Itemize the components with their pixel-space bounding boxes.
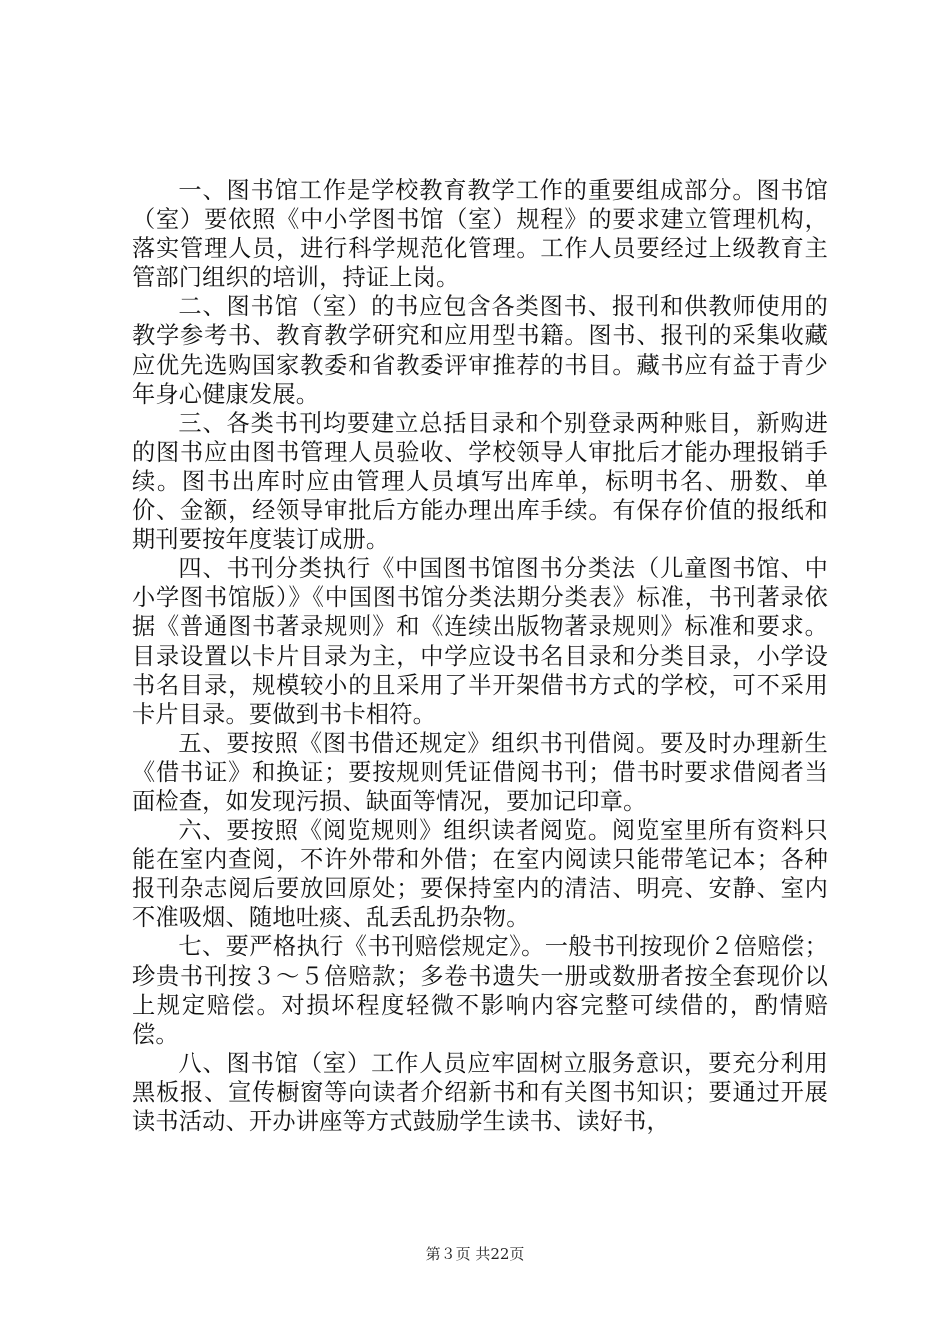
page-number-footer: 第３页 共22页: [425, 1245, 525, 1263]
paragraph-5: 五、要按照《图书借还规定》组织书刊借阅。要及时办理新生《借书证》和换证；要按规则凭证借阅书刊；借书时要求借阅者当面检查，如发现污损、缺面等情况，要加记印章。: [132, 729, 828, 815]
document-body: [132, 176, 828, 1136]
paragraph-7: 七、要严格执行《书刊赔偿规定》。一般书刊按现价２倍赔偿；珍贵书刊按３～５倍赔款；多卷书遗失一册或数册者按全套现价以上规定赔偿。对损坏程度轻微不影响内容完整可续借的，酌情赔偿。: [132, 933, 828, 1048]
paragraph-8: 八、图书馆（室）工作人员应牢固树立服务意识，要充分利用黑板报、宣传橱窗等向读者介绍新书和有关图书知识；要通过开展读书活动、开办讲座等方式鼓励学生读书、读好书，: [132, 1049, 828, 1135]
paragraph-2: 二、图书馆（室）的书应包含各类图书、报刊和供教师使用的教学参考书、教育教学研究和应用型书籍。图书、报刊的采集收藏应优先选购国家教委和省教委评审推荐的书目。藏书应有益于青少年身心健康发展。: [132, 293, 828, 408]
paragraph-3: 三、各类书刊均要建立总括目录和个别登录两种账目，新购进的图书应由图书管理人员验收、学校领导人审批后才能办理报销手续。图书出库时应由管理人员填写出库单，标明书名、册数、单价、金额，经领导审批后方能办理出库手续。有保存价值的报纸和期刊要按年度装订成册。: [132, 409, 828, 554]
paragraph-1: 一、图书馆工作是学校教育教学工作的重要组成部分。图书馆（室）要依照《中小学图书馆（室）规程》的要求建立管理机构，落实管理人员，进行科学规范化管理。工作人员要经过上级教育主管部门组织的培训，持证上岗。: [132, 177, 828, 292]
paragraph-6: 六、要按照《阅览规则》组织读者阅览。阅览室里所有资料只能在室内查阅，不许外带和外借；在室内阅读只能带笔记本；各种报刊杂志阅后要放回原处；要保持室内的清洁、明亮、安静、室内不准吸烟、随地吐痰、乱丢乱扔杂物。: [132, 817, 828, 932]
paragraph-4: 四、书刊分类执行《中国图书馆图书分类法（儿童图书馆、中小学图书馆版）》《中国图书馆分类法期分类表》标准，书刊著录依据《普通图书著录规则》和《连续出版物著录规则》标准和要求。目录设置以卡片目录为主，中学应设书名目录和分类目录，小学设书名目录，规模较小的且采用了半开架借书方式的学校，可不采用卡片目录。要做到书卡相符。: [132, 555, 828, 728]
